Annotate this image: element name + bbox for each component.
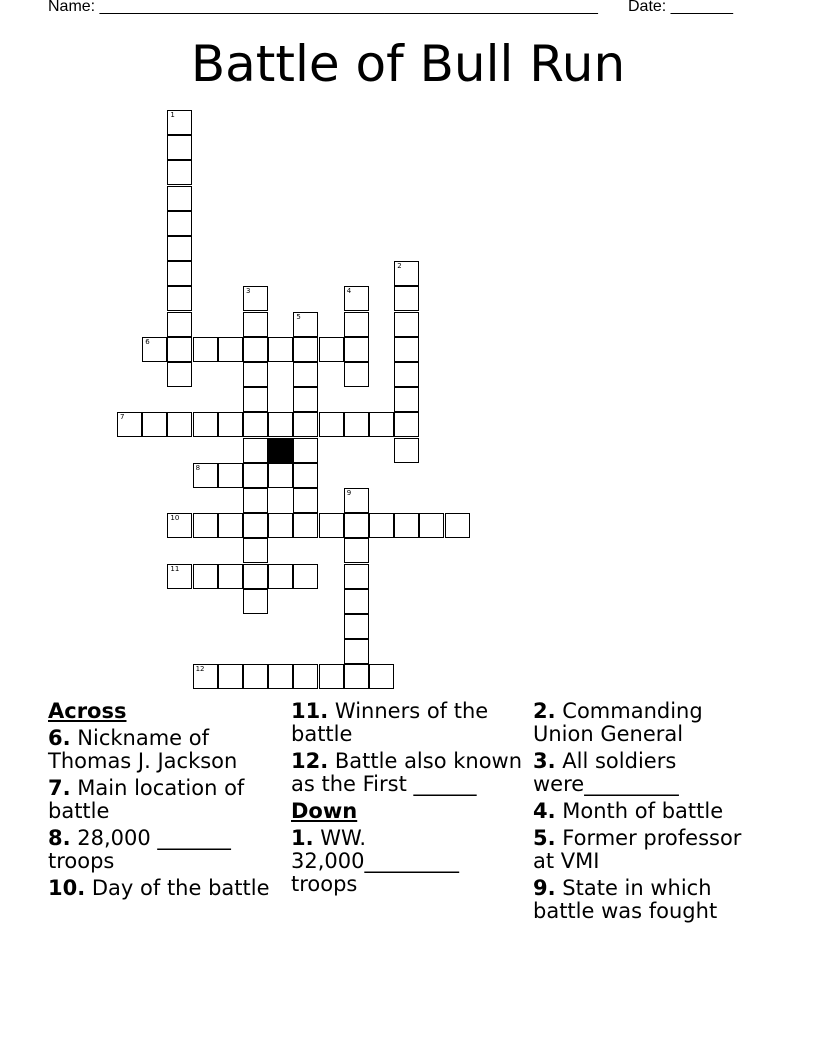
cell-number: 10 <box>170 514 180 523</box>
grid-cell[interactable] <box>369 412 394 437</box>
clue-item <box>533 877 765 923</box>
grid-cell[interactable] <box>142 412 167 437</box>
grid-cell[interactable] <box>369 513 394 538</box>
clue-item <box>533 827 765 873</box>
grid-cell[interactable] <box>243 488 268 513</box>
clue-item <box>291 827 523 896</box>
cell-number: 2 <box>397 262 402 271</box>
grid-cell[interactable] <box>243 538 268 563</box>
grid-cell[interactable] <box>167 211 192 236</box>
grid-cell[interactable] <box>293 564 318 589</box>
grid-cell[interactable] <box>243 387 268 412</box>
clue-number: 1. <box>291 826 314 850</box>
grid-cell[interactable] <box>293 664 318 689</box>
clue-item <box>48 727 280 773</box>
grid-cell[interactable] <box>243 564 268 589</box>
grid-cell[interactable] <box>167 412 192 437</box>
grid-cell[interactable] <box>344 312 369 337</box>
grid-cell[interactable] <box>293 488 318 513</box>
grid-cell[interactable] <box>243 312 268 337</box>
grid-cell[interactable] <box>344 589 369 614</box>
clue-text: Winners of the battle <box>291 699 489 746</box>
page-title: Battle of Bull Run <box>190 35 626 93</box>
grid-cell[interactable] <box>293 513 318 538</box>
clue-number: 10. <box>48 876 86 900</box>
grid-cell[interactable] <box>167 286 192 311</box>
clue-item <box>533 800 765 823</box>
grid-cell[interactable] <box>293 412 318 437</box>
grid-cell[interactable] <box>268 664 293 689</box>
clue-column-2 <box>291 700 523 900</box>
clue-text: Commanding Union General <box>533 699 703 746</box>
grid-cell[interactable] <box>344 412 369 437</box>
cell-number: 6 <box>145 337 150 346</box>
grid-cell[interactable] <box>394 286 419 311</box>
grid-cell[interactable] <box>344 362 369 387</box>
grid-cell[interactable] <box>394 362 419 387</box>
grid-cell[interactable] <box>319 412 344 437</box>
grid-cell[interactable] <box>167 513 192 538</box>
grid-cell[interactable] <box>394 312 419 337</box>
clue-item <box>291 750 523 796</box>
clue-number: 7. <box>48 776 71 800</box>
cell-number: 12 <box>195 665 205 674</box>
grid-cell[interactable] <box>218 664 243 689</box>
clue-text: 28,000 _______ troops <box>48 826 231 873</box>
clue-number: 8. <box>48 826 71 850</box>
cell-number: 9 <box>346 489 352 497</box>
down-heading: Down <box>291 799 358 823</box>
clue-item <box>533 750 765 796</box>
grid-cell[interactable] <box>293 387 318 412</box>
cell-number: 5 <box>296 312 301 321</box>
clue-item <box>48 777 280 823</box>
clue-text: All soldiers were_________ <box>533 749 679 796</box>
grid-cell[interactable] <box>445 513 470 538</box>
clue-text: WW. 32,000_________ troops <box>291 826 459 896</box>
grid-cell[interactable] <box>344 664 369 689</box>
clue-column-3 <box>533 700 765 927</box>
grid-cell[interactable] <box>243 463 268 488</box>
cell-number: 1 <box>170 111 175 119</box>
grid-cell[interactable] <box>167 110 192 135</box>
grid-cell[interactable] <box>193 664 218 689</box>
black-cell <box>268 438 293 463</box>
grid-cell[interactable] <box>268 513 293 538</box>
grid-cell[interactable] <box>218 564 243 589</box>
clue-item <box>533 700 765 746</box>
grid-cell[interactable] <box>344 564 369 589</box>
grid-cell[interactable] <box>344 614 369 639</box>
grid-cell[interactable] <box>218 412 243 437</box>
grid-cell[interactable] <box>218 337 243 362</box>
clue-number: 5. <box>533 826 556 850</box>
grid-cell[interactable] <box>243 438 268 463</box>
clue-number: 6. <box>48 726 71 750</box>
clue-number: 9. <box>533 876 556 900</box>
grid-cell[interactable] <box>293 312 318 337</box>
grid-cell[interactable] <box>193 463 218 488</box>
grid-cell[interactable] <box>344 488 369 513</box>
date-field: Date: _______ <box>628 0 733 15</box>
clue-text: Month of battle <box>562 799 724 823</box>
grid-cell[interactable] <box>117 412 142 437</box>
grid-cell[interactable] <box>293 337 318 362</box>
clue-number: 3. <box>533 749 556 773</box>
grid-cell[interactable] <box>319 337 344 362</box>
across-heading: Across <box>48 699 127 723</box>
grid-cell[interactable] <box>167 160 192 185</box>
grid-cell[interactable] <box>243 664 268 689</box>
grid-cell[interactable] <box>344 337 369 362</box>
clue-text: Nickname of Thomas J. Jackson <box>48 726 238 773</box>
grid-cell[interactable] <box>268 412 293 437</box>
grid-cell[interactable] <box>167 135 192 160</box>
grid-cell[interactable] <box>394 261 419 286</box>
grid-cell[interactable] <box>268 564 293 589</box>
grid-cell[interactable] <box>218 463 243 488</box>
grid-cell[interactable] <box>344 286 369 311</box>
grid-cell[interactable] <box>243 589 268 614</box>
grid-cell[interactable] <box>344 513 369 538</box>
grid-cell[interactable] <box>167 236 192 261</box>
grid-cell[interactable] <box>344 639 369 664</box>
grid-cell[interactable] <box>268 463 293 488</box>
grid-cell[interactable] <box>167 186 192 211</box>
cell-number: 4 <box>346 287 352 296</box>
clue-item <box>48 827 280 873</box>
grid-cell[interactable] <box>193 412 218 437</box>
grid-cell[interactable] <box>394 438 419 463</box>
grid-cell[interactable] <box>243 513 268 538</box>
grid-cell[interactable] <box>243 286 268 311</box>
grid-cell[interactable] <box>167 312 192 337</box>
grid-cell[interactable] <box>243 337 268 362</box>
grid-cell[interactable] <box>142 337 167 362</box>
grid-cell[interactable] <box>167 362 192 387</box>
cell-number: 8 <box>195 463 201 472</box>
clue-column-1 <box>48 700 280 904</box>
grid-cell[interactable] <box>243 412 268 437</box>
grid-cell[interactable] <box>293 463 318 488</box>
grid-cell[interactable] <box>369 664 394 689</box>
grid-cell[interactable] <box>193 337 218 362</box>
clue-item <box>291 700 523 746</box>
grid-cell[interactable] <box>167 261 192 286</box>
grid-cell[interactable] <box>167 564 192 589</box>
grid-cell[interactable] <box>193 564 218 589</box>
clue-text: Main location of battle <box>48 776 245 823</box>
grid-cell[interactable] <box>394 513 419 538</box>
grid-cell[interactable] <box>167 337 192 362</box>
grid-cell[interactable] <box>193 513 218 538</box>
grid-cell[interactable] <box>218 513 243 538</box>
clue-number: 11. <box>291 699 329 723</box>
grid-cell[interactable] <box>394 337 419 362</box>
clue-text: Day of the battle <box>91 876 270 900</box>
cell-number: 7 <box>120 413 125 422</box>
grid-cell[interactable] <box>394 387 419 412</box>
clue-text: Battle also known as the First ______ <box>291 749 523 796</box>
clue-text: State in which battle was fought <box>533 876 718 923</box>
clue-text: Former professor at VMI <box>533 826 742 873</box>
grid-cell[interactable] <box>293 362 318 387</box>
grid-cell[interactable] <box>319 664 344 689</box>
clue-number: 12. <box>291 749 329 773</box>
grid-cell[interactable] <box>319 513 344 538</box>
clue-number: 4. <box>533 799 556 823</box>
grid-cell[interactable] <box>419 513 444 538</box>
clue-number: 2. <box>533 699 556 723</box>
clue-item <box>48 877 280 900</box>
cell-number: 3 <box>246 287 251 296</box>
name-field: Name: ________________________________________________________ <box>48 0 598 15</box>
grid-cell[interactable] <box>293 438 318 463</box>
grid-cell[interactable] <box>243 362 268 387</box>
grid-cell[interactable] <box>268 337 293 362</box>
grid-cell[interactable] <box>394 412 419 437</box>
grid-cell[interactable] <box>344 538 369 563</box>
cell-number: 11 <box>170 564 180 573</box>
